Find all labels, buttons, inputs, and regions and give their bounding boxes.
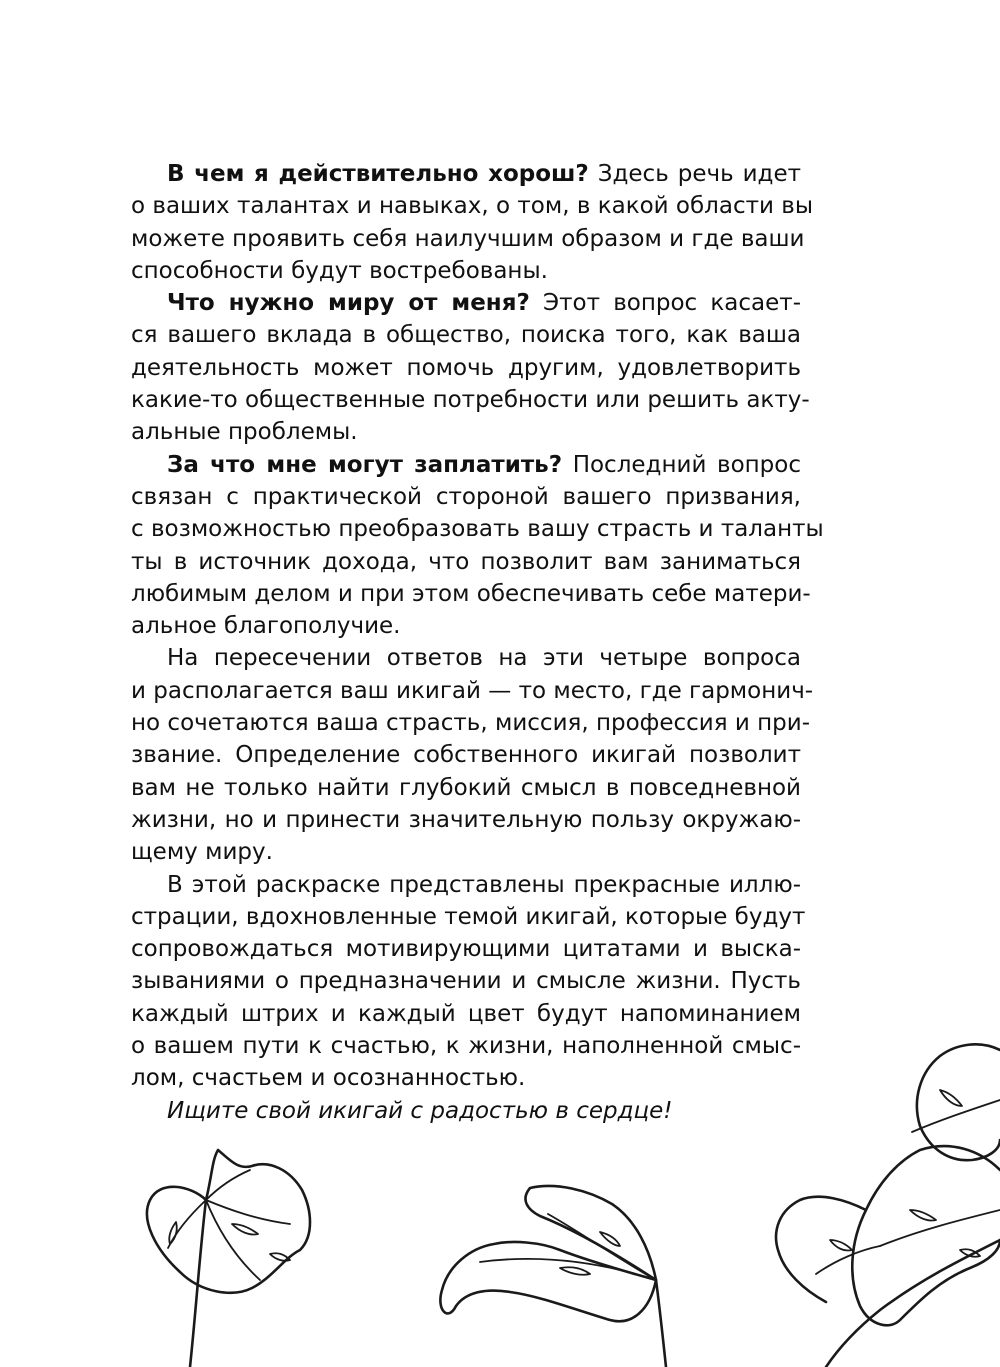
text-line: деятельность может помочь другим, удовлетворить	[131, 354, 801, 381]
text-line: жизни, но и принести значительную пользу окружаю-	[131, 806, 801, 833]
monstera-leaves-illustration	[0, 1010, 1000, 1367]
text-line: какие-то общественные потребности или решить акту-	[131, 387, 810, 414]
text-line: страции, вдохновленные темой икигай, которые будут	[131, 903, 806, 930]
text-line: о вашем пути к счастью, к жизни, наполненной смыс-	[131, 1033, 801, 1060]
text-line: о ваших талантах и навыках, о том, в какой области вы	[131, 193, 813, 220]
text-line: каждый штрих и каждый цвет будут напоминанием	[131, 1000, 801, 1027]
text-line: ты в источник дохода, что позволит вам заниматься	[131, 548, 801, 575]
bold-question: Что нужно миру от меня?	[167, 290, 530, 317]
bold-question: В чем я действительно хорош?	[167, 161, 589, 187]
text-line: любимым делом и при этом обеспечивать себе матери-	[131, 580, 811, 607]
text-line: В этой раскраске представлены прекрасные иллю-	[167, 871, 801, 898]
monstera-leaf-left	[147, 1150, 310, 1367]
text-line: лом, счастьем и осознанностью.	[131, 1065, 526, 1092]
text-line: связан с практической стороной вашего призвания,	[131, 483, 801, 510]
bold-question: За что мне могут заплатить?	[167, 451, 563, 478]
text-line: На пересечении ответов на эти четыре вопроса	[167, 645, 801, 672]
text-line: звание. Определение собственного икигай позволит	[131, 742, 801, 769]
monstera-leaf-middle	[440, 1186, 666, 1367]
text-line: За что мне могут заплатить? Последний вопрос	[167, 451, 801, 478]
paragraph-paid-for	[131, 449, 824, 643]
text-line: Что нужно миру от меня? Этот вопрос касает-	[167, 290, 801, 317]
text-line: В чем я действительно хорош? Здесь речь идет	[167, 161, 801, 187]
text-line: зываниями о предназначении и смысле жизни. Пусть	[131, 968, 801, 995]
text-line: щему миру.	[131, 839, 273, 866]
text-line: ся вашего вклада в общество, поиска того, как ваша	[131, 322, 801, 349]
text-line: альное благополучие.	[131, 613, 401, 640]
text-line: но сочетаются ваша страсть, миссия, профессия и при-	[131, 710, 811, 737]
text-line: и располагается ваш икигай — то место, где гармонич-	[131, 677, 814, 704]
monstera-leaf-right	[776, 1044, 1000, 1367]
closing-line: Ищите свой икигай с радостью в сердце!	[167, 1097, 673, 1124]
text-line: альные проблемы.	[131, 419, 358, 446]
paragraph-talents	[131, 158, 813, 287]
text-line: сопровождаться мотивирующими цитатами и выска-	[131, 936, 801, 963]
text-line: с возможностью преобразовать вашу страсть и таланты	[131, 516, 824, 543]
text-line: можете проявить себя наилучшим образом и где ваши	[131, 225, 805, 252]
text-line: вам не только найти глубокий смысл в повседневной	[131, 774, 801, 801]
body-text	[131, 158, 824, 1127]
paragraph-world-needs	[131, 287, 810, 448]
text-line: способности будут востребованы.	[131, 257, 548, 284]
paragraph-intersection	[131, 642, 814, 868]
